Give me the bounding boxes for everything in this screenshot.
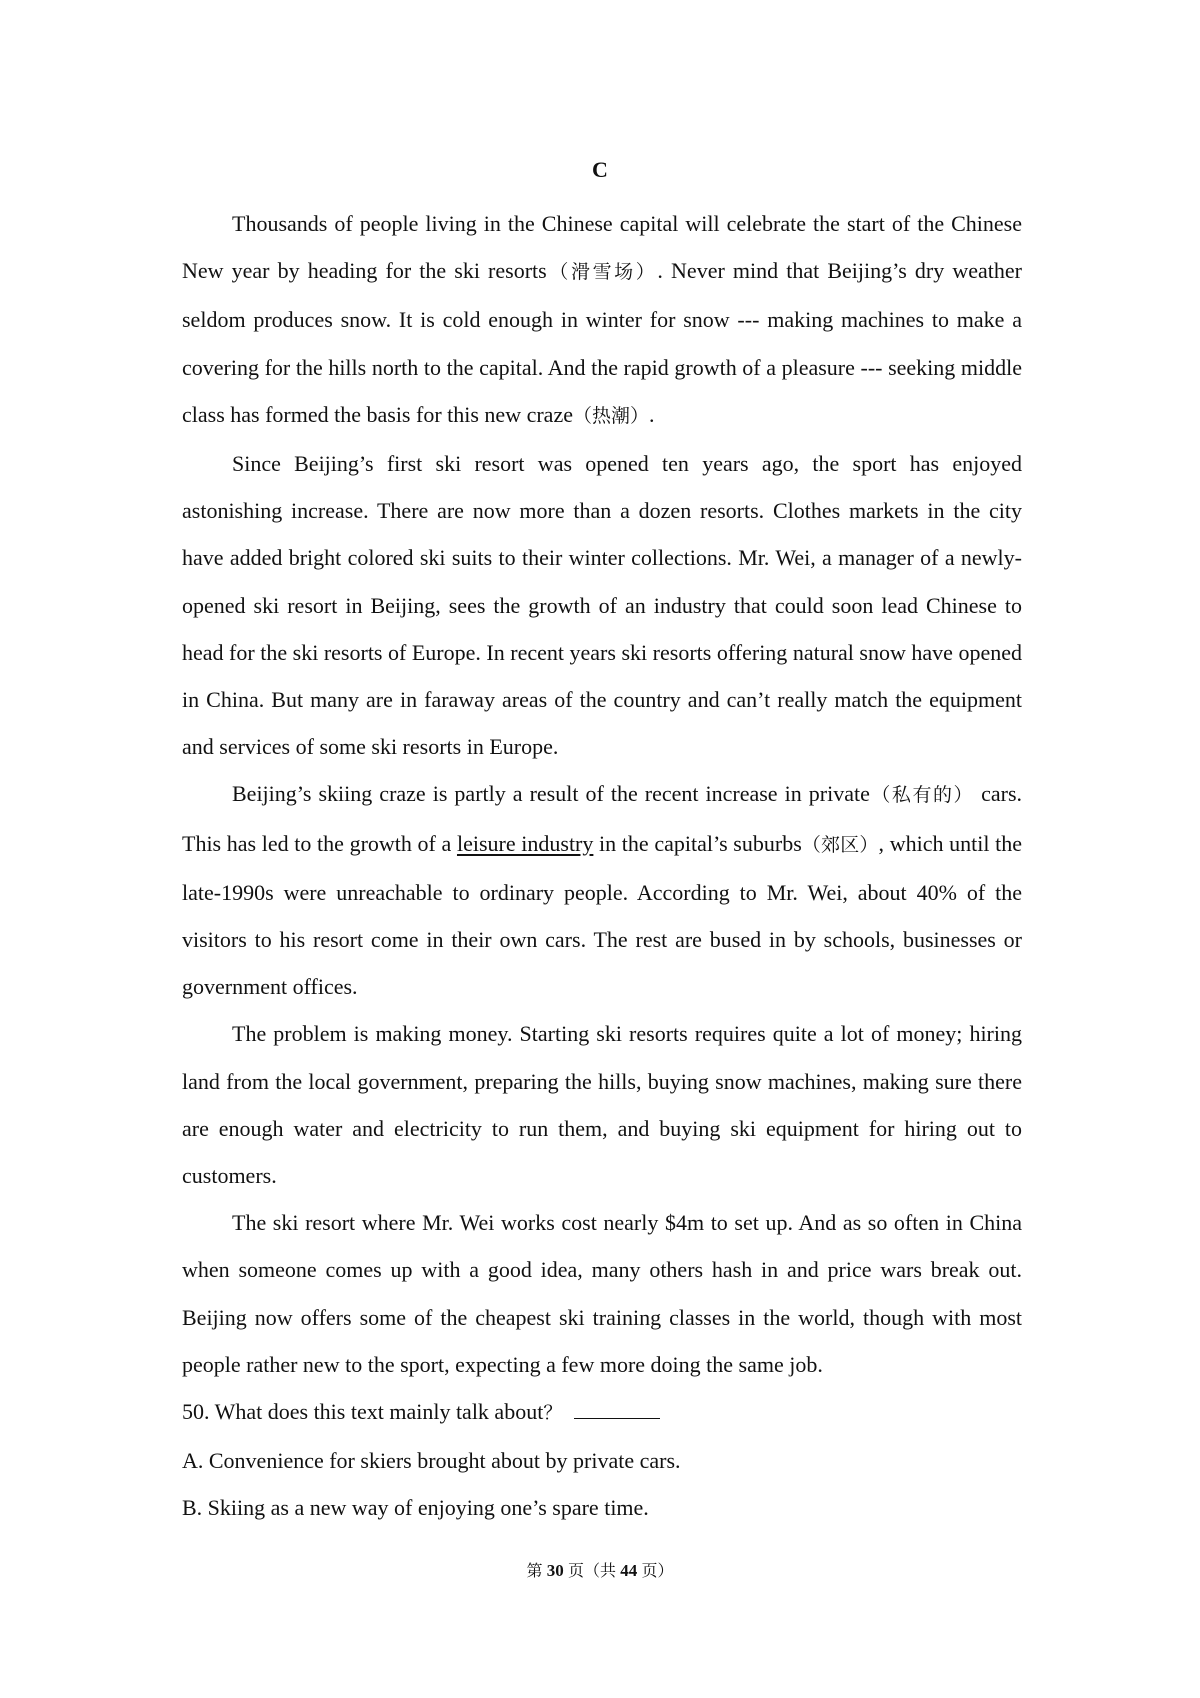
chinese-gloss: （热潮） xyxy=(572,404,649,427)
paragraph-text: The problem is making money. Starting ski resorts requires quite a lot of money; hiring land from the local government, preparing the hills, buying snow machines, making sure there are enough water and electricity to run them, and buying ski equipment for hiring out to customers. xyxy=(182,1021,1022,1189)
footer-suffix: 页） xyxy=(641,1561,674,1580)
paragraph-text: . Never mind that Beijing’s dry weather seldom produces snow. It is cold enough in winter for snow --- making machines to make a covering for the hills north to the capital. And the rapid growth of a pleasure --- seeking middle class has formed the basis for this new craze xyxy=(182,258,1022,427)
current-page-number: 30 xyxy=(546,1561,564,1580)
paragraph-2 xyxy=(182,440,1022,770)
option-text: A. Convenience for skiers brought about by private cars. xyxy=(182,1448,681,1474)
question-text: 50. What does this text mainly talk about xyxy=(182,1399,544,1425)
paragraph-5 xyxy=(182,1199,1022,1388)
chinese-gloss: （滑雪场） xyxy=(546,261,658,284)
paragraph-text: Thousands of people living in the Chinese capital will celebrate the start of the Chinese New year by heading for the ski resorts xyxy=(182,211,1022,284)
page-footer xyxy=(0,1560,1200,1582)
paragraph-text: , which until the late-1990s were unreachable to ordinary people. According to Mr. Wei, about 40% of the visitors to his resort come in their own cars. The rest are bused in by schools, businesses or government offices. xyxy=(182,830,1022,1000)
paragraph-3 xyxy=(182,770,1022,1010)
paragraph-text: cars. This has led to the growth of a xyxy=(182,781,1023,856)
underlined-phrase: leisure industry xyxy=(456,830,594,856)
total-page-count: 44 xyxy=(620,1561,638,1580)
answer-blank[interactable] xyxy=(574,1400,660,1419)
footer-prefix: 第 xyxy=(526,1561,543,1580)
footer-middle: 页（共 xyxy=(567,1561,616,1580)
option-a xyxy=(182,1437,1022,1484)
option-b xyxy=(182,1484,1022,1531)
paragraph-text: Beijing’s skiing craze is partly a result of the recent increase in private xyxy=(232,781,870,807)
option-text: B. Skiing as a new way of enjoying one’s spare time. xyxy=(182,1495,649,1521)
passage-body xyxy=(182,200,1022,1532)
paragraph-text: in the capital’s suburbs xyxy=(593,830,802,856)
paragraph-text: Since Beijing’s first ski resort was opened ten years ago, the sport has enjoyed astonishing increase. There are now more than a dozen resorts. Clothes markets in the city have added bright colored ski suits to their winter collections. Mr. Wei, a manager of a newly-opened ski resort in Beijing, sees the growth of an industry that could soon lead Chinese to head for the ski resorts of Europe. In recent years ski resorts offering natural snow have opened in China. But many are in faraway areas of the country and can’t really match the equipment and services of some ski resorts in Europe. xyxy=(182,451,1022,760)
chinese-gloss: （私有的） xyxy=(869,784,975,807)
paragraph-text: . xyxy=(649,401,655,427)
paragraph-1 xyxy=(182,200,1022,440)
chinese-gloss: （郊区） xyxy=(801,833,879,856)
section-heading: C xyxy=(592,157,608,182)
paragraph-text: The ski resort where Mr. Wei works cost nearly $4m to set up. And as so often in China when someone comes up with a good idea, many others hash in and price wars break out. Beijing now offers some of the cheapest ski training classes in the world, though with most people rather new to the sport, expecting a few more doing the same job. xyxy=(182,1210,1022,1377)
question-mark: ？ xyxy=(543,1402,563,1425)
question-50 xyxy=(182,1388,1022,1437)
paragraph-4 xyxy=(182,1010,1022,1199)
